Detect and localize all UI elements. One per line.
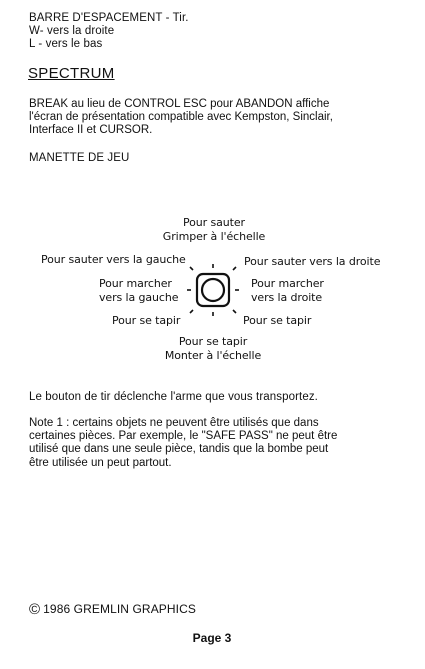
- joystick-title: MANETTE DE JEU: [29, 152, 130, 164]
- note-paragraph: Note 1 : certains objets ne peuvent être utilisés que dans certaines pièces. Par exemple, le "SAFE PASS" ne peut être utilisé que dans une seule pièce, tandis que la bombe peut être utilisée un peut partout.: [29, 417, 338, 469]
- control-line-down: L - vers le bas: [29, 38, 103, 50]
- copyright-text: 1986 GREMLIN GRAPHICS: [43, 602, 196, 616]
- diagram-label-down-right: Pour se tapir: [243, 314, 312, 327]
- fire-button-text: Le bouton de tir déclenche l'arme que vous transportez.: [29, 391, 318, 403]
- copyright-icon: ©: [29, 601, 41, 618]
- diagram-label-down: Pour se tapir Monter à l'échelle: [164, 335, 262, 362]
- control-line-right: W- vers la droite: [29, 25, 115, 37]
- page-number: Page 3: [192, 631, 232, 645]
- copyright-line: [29, 603, 196, 616]
- joystick-icon: [187, 264, 239, 316]
- diagram-label-right: Pour marcher vers la droite: [251, 277, 324, 304]
- diagram-label-up: Pour sauter Grimper à l'échelle: [162, 216, 266, 243]
- diagram-label-up-right: Pour sauter vers la droite: [244, 255, 381, 268]
- diagram-label-left: Pour marcher vers la gauche: [99, 277, 179, 304]
- diagram-label-down-left: Pour se tapir: [112, 314, 181, 327]
- control-line-fire: BARRE D'ESPACEMENT - Tir.: [29, 12, 189, 24]
- diagram-label-up-left: Pour sauter vers la gauche: [41, 253, 186, 266]
- spectrum-heading: SPECTRUM: [28, 65, 115, 82]
- spectrum-paragraph: BREAK au lieu de CONTROL ESC pour ABANDON affiche l'écran de présentation compatible avec Kempston, Sinclair, Interface II et CURSOR.: [29, 98, 333, 137]
